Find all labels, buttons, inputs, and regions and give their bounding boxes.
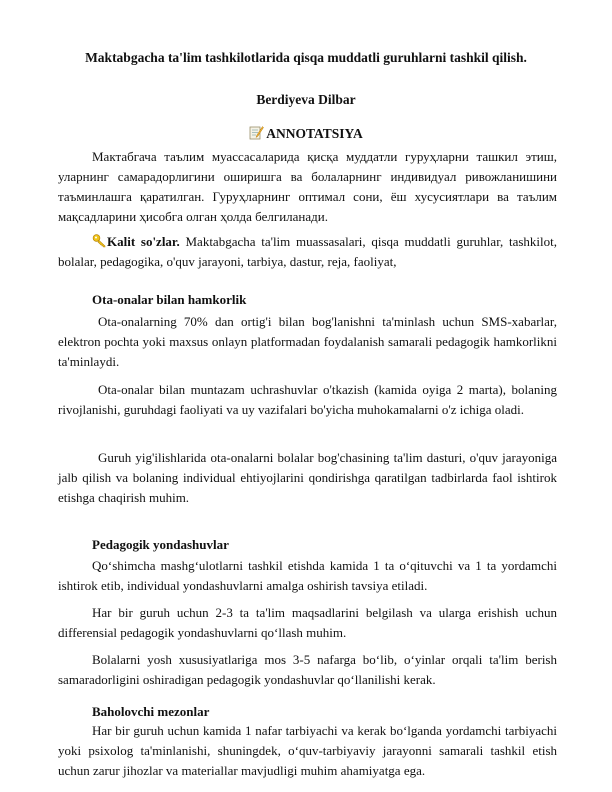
- document-title: Maktabgacha ta'lim tashkilotlarida qisqa muddatli guruhlarni tashkil qilish.: [85, 50, 527, 65]
- key-icon: [92, 233, 107, 248]
- author-name: Berdiyeva Dilbar: [256, 92, 356, 107]
- section-2-paragraph-3: Bolalarni yosh xususiyatlariga mos 3-5 nafarga bo‘lib, o‘yinlar orqali ta'lim berish samaradorligini oshiradigan pedagogik yondashuvlar qo‘llanilishi kerak.: [58, 652, 557, 687]
- section-1-paragraph-3: Guruh yig'ilishlarida ota-onalarni bolalar bog'chasining ta'lim dasturi, o'quv jarayoniga jalb qilish va bolaning individual ehtiyojlarini qondirishga qaratilgan tadbirlarda faol ishtirok etishga chaqirish muhim.: [58, 450, 557, 505]
- section-heading-parental-cooperation: Ota-onalar bilan hamkorlik: [92, 292, 247, 307]
- annotation-heading: ANNOTATSIYA: [266, 126, 363, 141]
- annotation-text: Мактабгача таълим муассасаларида қисқа муддатли гуруҳларни ташкил этиш, уларнинг самарадорлигини оширишга ва болаларнинг индивидуал ривожланишини таъминлашга қаратилган. Гуруҳларнинг оптимал сони, ёш хусусиятлари ва таълим мақсадларини ҳисобга олган ҳолда белгиланади.: [58, 149, 557, 224]
- section-1-paragraph-1: Ota-onalarning 70% dan ortig'i bilan bog'lanishni ta'minlash uchun SMS-xabarlar, elektron pochta yoki maxsus onlayn platformadan foydalanish samarali pedagogik hamkorlikni ta'minlaydi.: [58, 314, 557, 369]
- annotation-heading-row: [0, 125, 612, 142]
- section-2-paragraph-2: Har bir guruh uchun 2-3 ta ta'lim maqsadlarini belgilash va ularga erishish uchun differensial pedagogik yondashuvlarni qo‘llash muhim.: [58, 605, 557, 640]
- section-2-paragraph-1: Qo‘shimcha mashg‘ulotlarni tashkil etishda kamida 1 ta o‘qituvchi va 1 ta yordamchi ishtirok etib, individual yondashuvlarni amalga oshirish tavsiya etiladi.: [58, 558, 557, 593]
- section-heading-evaluation-criteria: Baholovchi mezonlar: [92, 704, 210, 719]
- memo-icon: [249, 125, 264, 140]
- keywords-text: Maktabgacha ta'lim muassasalari, qisqa muddatli guruhlar, tashkilot, bolalar, pedagogika, o'quv jarayoni, tarbiya, dastur, reja, faoliyat,: [58, 234, 557, 269]
- keywords-paragraph: [58, 232, 557, 272]
- section-1-paragraph-2: Ota-onalar bilan muntazam uchrashuvlar o'tkazish (kamida oyiga 2 marta), bolaning rivojlanishi, guruhdagi faoliyati va uy vazifalari bo'yicha muhokamalarni o'z ichiga oladi.: [58, 382, 557, 417]
- keywords-label: Kalit so'zlar.: [107, 234, 180, 249]
- section-heading-pedagogical-approaches: Pedagogik yondashuvlar: [92, 537, 229, 552]
- section-3-paragraph-1: Har bir guruh uchun kamida 1 nafar tarbiyachi va kerak bo‘lganda yordamchi tarbiyachi yoki psixolog ta'minlanishi, shuningdek, o‘quv-tarbiyaviy jarayonni samarali tashkil etish uchun zarur jihozlar va materiallar mavjudligi muhim ahamiyatga ega.: [58, 723, 557, 778]
